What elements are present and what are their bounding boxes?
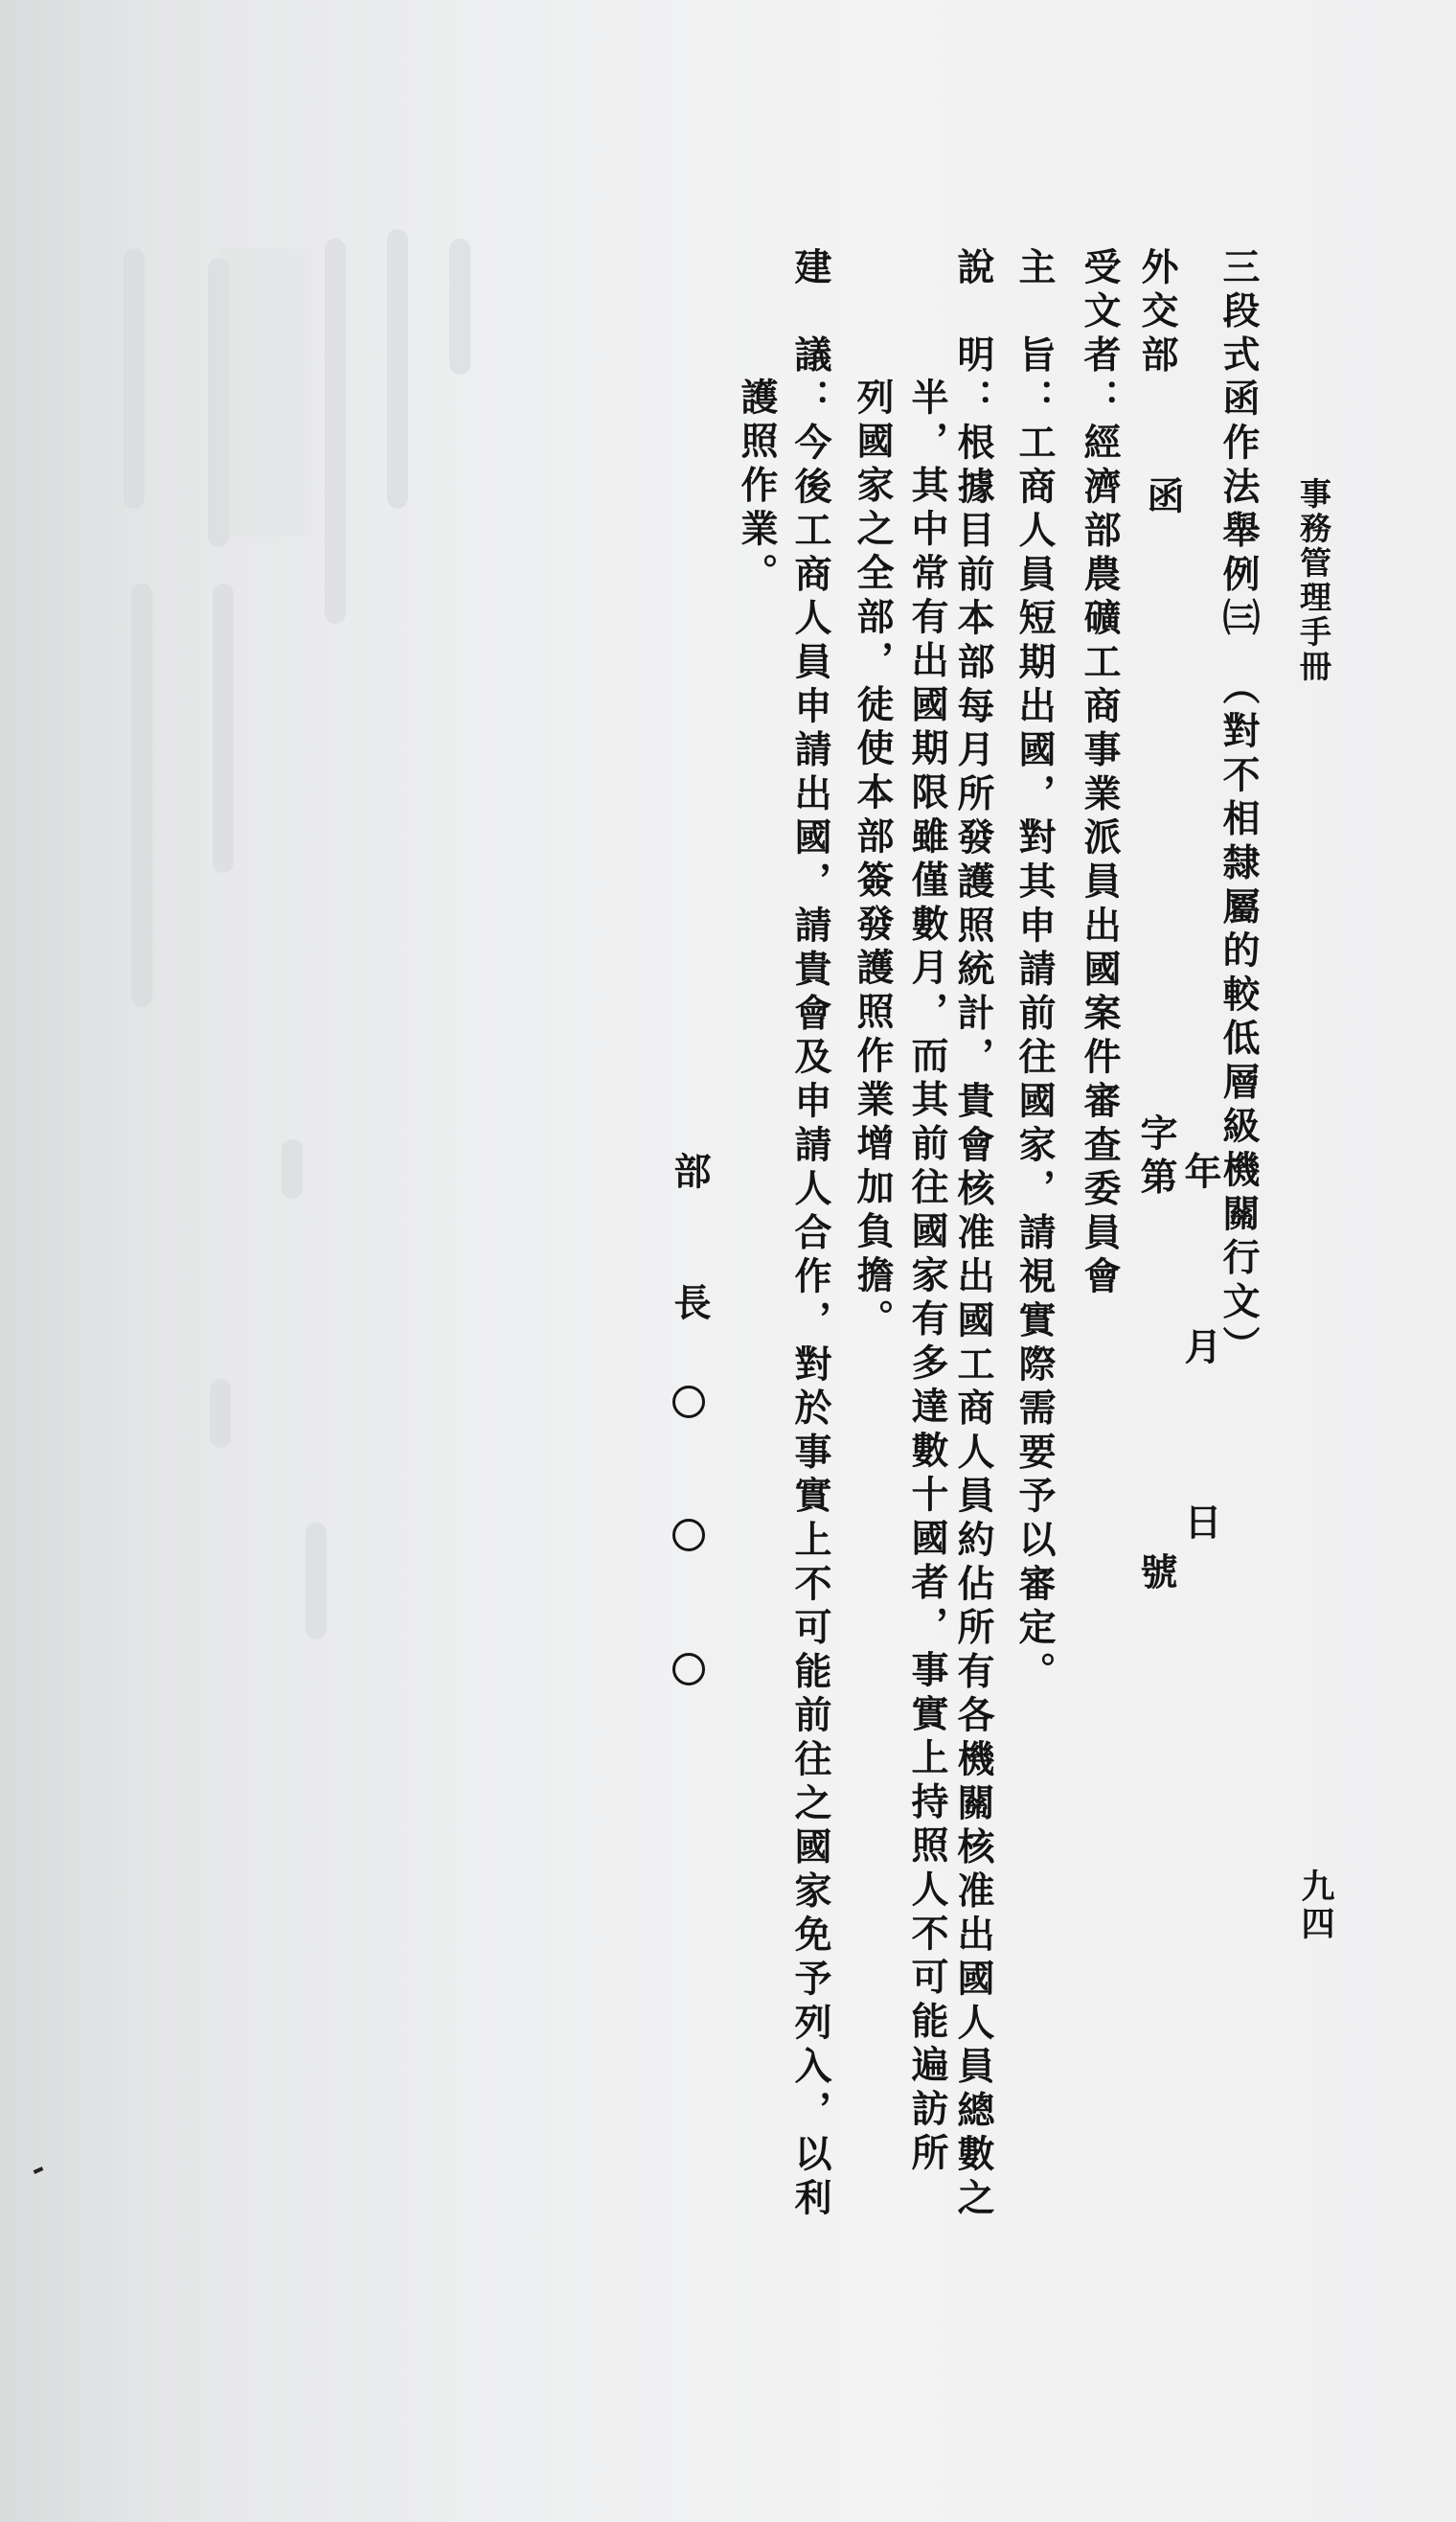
suggestion-line-2: 護照作業。 [735, 378, 779, 597]
signature-placeholder-circle [672, 1386, 705, 1418]
signature-placeholder-circle [672, 1653, 705, 1685]
running-title: 事務管理手冊 [1295, 477, 1332, 684]
example-heading: 三段式函作法舉例㈢ （對不相隸屬的較低層級機關行文） [1217, 247, 1261, 1370]
sender-agency: 外交部 [1135, 247, 1179, 379]
date-line: 年 月 日 [1178, 1152, 1222, 1548]
explanation-line-1: 說 明：根據目前本部每月所發護照統計，貴會核准出國工商人員約佔所有各機關核准出國人員總數之 [951, 247, 995, 2222]
page-number: 九四 [1296, 1869, 1335, 1943]
reference-number-line: 字第 號 [1134, 1113, 1178, 1596]
signature-placeholder-circle [672, 1519, 705, 1551]
explanation-line-3: 列國家之全部，徒使本部簽發護照作業增加負擔。 [851, 378, 895, 1343]
stray-ink-mark [34, 2167, 44, 2174]
recipient-line: 受文者：經濟部農礦工商事業派員出國案件審查委員會 [1078, 247, 1122, 1301]
suggestion-line-1: 建 議：今後工商人員申請出國，請貴會及申請人合作，對於事實上不可能前往之國家免予列入，以利 [788, 247, 832, 2222]
signature-title: 部 長 [668, 1152, 712, 1328]
explanation-line-2: 半，其中常有出國期限雖僅數月，而其前往國家有多達數十國者，事實上持照人不可能遍訪所 [905, 378, 949, 2177]
subject-line: 主 旨：工商人員短期出國，對其申請前往國家，請視實際需要予以審定。 [1012, 247, 1057, 1696]
document-type: 函 [1141, 476, 1185, 520]
